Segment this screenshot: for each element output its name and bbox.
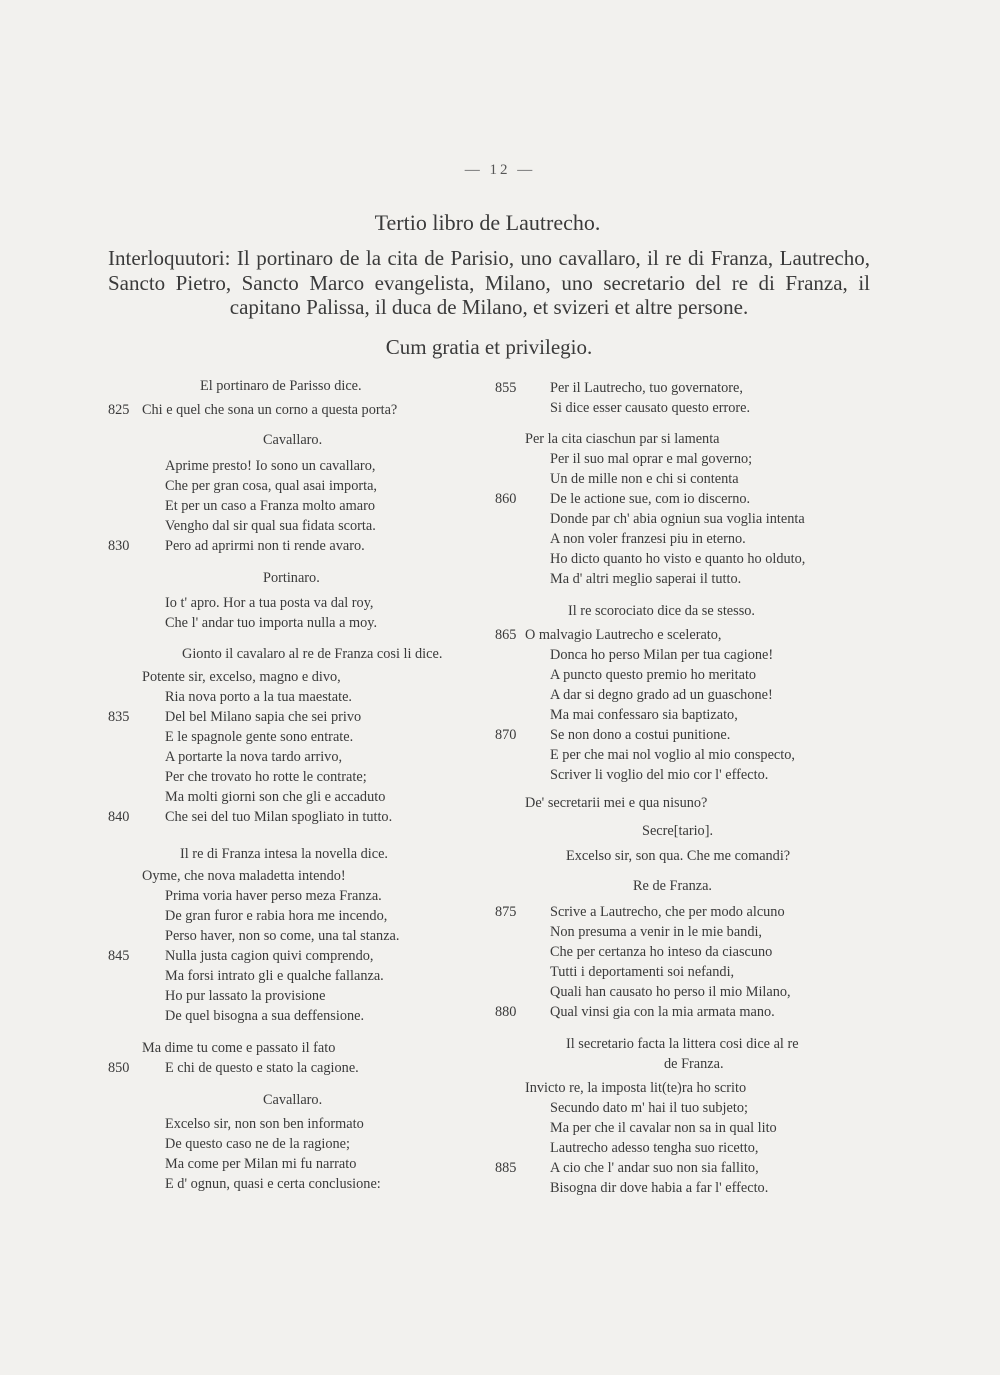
verse-line: Si dice esser causato questo errore. xyxy=(550,400,751,416)
verse-line: Per il suo mal oprar e mal governo; xyxy=(550,451,753,467)
verse-line: Donca ho perso Milan per tua cagione! xyxy=(550,647,774,663)
verse-line: Aprime presto! Io sono un cavallaro, xyxy=(165,458,376,474)
verse-line: Bisogna dir dove habia a far l' effecto. xyxy=(550,1180,769,1196)
verse-line: Per la cita ciaschun par si lamenta xyxy=(525,431,720,447)
speaker-heading: Secre[tario]. xyxy=(642,823,714,839)
verse-line: Donde par ch' abia ogniun sua voglia intenta xyxy=(550,511,805,527)
verse-line: A cio che l' andar suo non sia fallito, xyxy=(550,1160,759,1176)
line-number: 850 xyxy=(108,1060,130,1076)
verse-line: Ma forsi intrato gli e qualche fallanza. xyxy=(165,968,384,984)
line-number: 835 xyxy=(108,709,130,725)
verse-line: Io t' apro. Hor a tua posta va dal roy, xyxy=(165,595,374,611)
verse-line: Ho dicto quanto ho visto e quanto ho olduto, xyxy=(550,551,806,567)
verse-line: Qual vinsi gia con la mia armata mano. xyxy=(550,1004,775,1020)
page-number: — 12 — xyxy=(464,162,536,178)
line-number: 855 xyxy=(495,380,517,396)
verse-line: Ma dime tu come e passato il fato xyxy=(142,1040,336,1056)
verse-line: Quali han causato ho perso il mio Milano, xyxy=(550,984,791,1000)
verse-line: Ho pur lassato la provisione xyxy=(165,988,326,1004)
privilege-notice: Cum gratia et privilegio. xyxy=(385,335,593,359)
interlocutors-paragraph: Interloquutori: Il portinaro de la cita de Parisio, uno cavallaro, il re di Franza, Lautrecho, Sancto Pietro, Sancto Marco evangelista, Milano, uno secretario del re di Franza, il capitano Palissa, il duca de Milano, et svizeri et altre persone. xyxy=(108,246,870,319)
line-number: 860 xyxy=(495,491,517,507)
verse-line: Per che trovato ho rotte le contrate; xyxy=(165,769,367,785)
verse-line: Ma per che il cavalar non sa in qual lito xyxy=(550,1120,777,1136)
verse-line: Oyme, che nova maladetta intendo! xyxy=(142,868,346,884)
book-title: Tertio libro de Lautrecho. xyxy=(374,210,601,235)
line-number: 875 xyxy=(495,904,517,920)
verse-line: De gran furor e rabia hora me incendo, xyxy=(165,908,388,924)
line-number: 870 xyxy=(495,727,517,743)
verse-line: Ma come per Milan mi fu narrato xyxy=(165,1156,357,1172)
verse-line: Un de mille non e chi si contenta xyxy=(550,471,739,487)
verse-line: Lautrecho adesso tengha suo ricetto, xyxy=(550,1140,759,1156)
line-number: 880 xyxy=(495,1004,517,1020)
line-number: 840 xyxy=(108,809,130,825)
verse-line: De quel bisogna a sua deffensione. xyxy=(165,1008,365,1024)
verse-line: Nulla justa cagion quivi comprendo, xyxy=(165,948,374,964)
speaker-heading: Portinaro. xyxy=(263,570,320,586)
verse-line: Et per un caso a Franza molto amaro xyxy=(165,498,376,514)
verse-line: Ma molti giorni son che gli e accaduto xyxy=(165,789,386,805)
verse-line: O malvagio Lautrecho e scelerato, xyxy=(525,627,722,643)
stage-direction: Il re di Franza intesa la novella dice. xyxy=(180,846,389,862)
verse-line: A dar si degno grado ad un guaschone! xyxy=(550,687,773,703)
verse-line: Pero ad aprirmi non ti rende avaro. xyxy=(165,538,365,554)
stage-direction: Gionto il cavalaro al re de Franza cosi li dice. xyxy=(182,646,443,662)
verse-line: E d' ognun, quasi e certa conclusione: xyxy=(165,1176,381,1192)
verse-line: Potente sir, excelso, magno e divo, xyxy=(142,669,341,685)
verse-line: Ma mai confessaro sia baptizato, xyxy=(550,707,738,723)
verse-line: E chi de questo e stato la cagione. xyxy=(165,1060,359,1076)
verse-line: Perso haver, non so come, una tal stanza. xyxy=(165,928,400,944)
verse-line: Che per gran cosa, qual asai importa, xyxy=(165,478,377,494)
verse-line: Scriver li voglio del mio cor l' effecto. xyxy=(550,767,769,783)
verse-line: Scrive a Lautrecho, che per modo alcuno xyxy=(550,904,785,920)
verse-line: Vengho dal sir qual sua fidata scorta. xyxy=(165,518,376,534)
verse-line: Se non dono a costui punitione. xyxy=(550,727,731,743)
verse-line: De' secretarii mei e qua nisuno? xyxy=(525,795,708,811)
verse-line: De questo caso ne de la ragione; xyxy=(165,1136,350,1152)
verse-line: Prima voria haver perso meza Franza. xyxy=(165,888,382,904)
verse-line: Excelso sir, son qua. Che me comandi? xyxy=(566,848,791,864)
line-number: 830 xyxy=(108,538,130,554)
verse-line: E le spagnole gente sono entrate. xyxy=(165,729,354,745)
stage-direction: Il re scorociato dice da se stesso. xyxy=(568,603,755,619)
verse-line: Che l' andar tuo importa nulla a moy. xyxy=(165,615,378,631)
verse-line: Che sei del tuo Milan spogliato in tutto. xyxy=(165,809,393,825)
verse-line: A puncto questo premio ho meritato xyxy=(550,667,757,683)
verse-line: A portarte la nova tardo arrivo, xyxy=(165,749,343,765)
line-number: 865 xyxy=(495,627,517,643)
verse-line: Chi e quel che sona un corno a questa porta? xyxy=(142,402,398,418)
verse-line: Excelso sir, non son ben informato xyxy=(165,1116,364,1132)
verse-line: Ria nova porto a la tua maestate. xyxy=(165,689,352,705)
stage-direction: de Franza. xyxy=(664,1056,724,1072)
speaker-heading: El portinaro de Parisso dice. xyxy=(200,378,362,394)
verse-line: Ma d' altri meglio saperai il tutto. xyxy=(550,571,742,587)
verse-line: Secundo dato m' hai il tuo subjeto; xyxy=(550,1100,748,1116)
speaker-heading: Re de Franza. xyxy=(633,878,712,894)
verse-line: Per il Lautrecho, tuo governatore, xyxy=(550,380,743,396)
verse-line: Che per certanza ho inteso da ciascuno xyxy=(550,944,773,960)
speaker-heading: Cavallaro. xyxy=(263,1092,323,1108)
stage-direction: Il secretario facta la littera cosi dice al re xyxy=(566,1036,799,1052)
verse-line: Invicto re, la imposta lit(te)ra ho scrito xyxy=(525,1080,747,1096)
line-number: 825 xyxy=(108,402,130,418)
verse-line: De le actione sue, com io discerno. xyxy=(550,491,751,507)
verse-line: E per che mai nol voglio al mio conspecto, xyxy=(550,747,795,763)
line-number: 885 xyxy=(495,1160,517,1176)
verse-line: Tutti i deportamenti soi nefandi, xyxy=(550,964,735,980)
speaker-heading: Cavallaro. xyxy=(263,432,323,448)
verse-line: A non voler franzesi piu in eterno. xyxy=(550,531,746,547)
verse-line: Non presuma a venir in le mie bandi, xyxy=(550,924,763,940)
line-number: 845 xyxy=(108,948,130,964)
verse-line: Del bel Milano sapia che sei privo xyxy=(165,709,362,725)
